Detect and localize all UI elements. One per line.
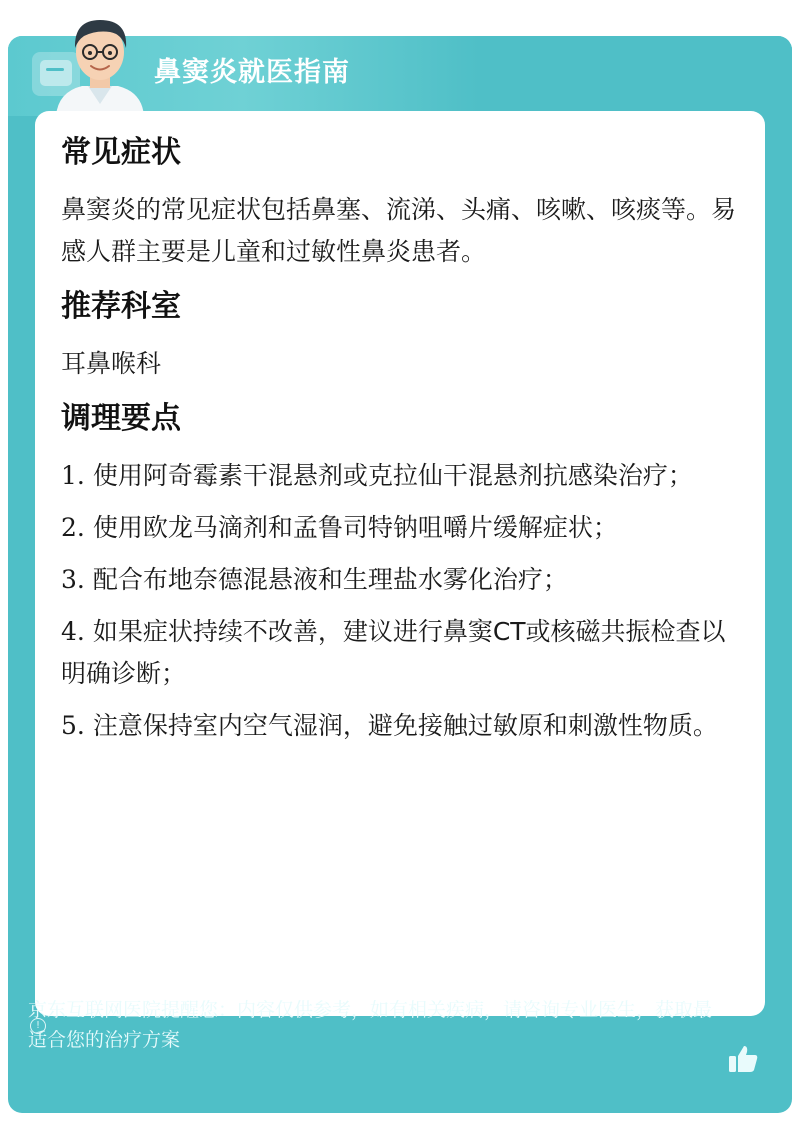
care-list	[61, 455, 741, 747]
list-item: 2. 使用欧龙马滴剂和孟鲁司特钠咀嚼片缓解症状；	[61, 513, 618, 542]
list-item: 3. 配合布地奈德混悬液和生理盐水雾化治疗；	[61, 565, 568, 594]
section-heading-department: 推荐科室	[61, 289, 181, 324]
content-card	[35, 111, 765, 1016]
info-icon: !	[30, 1018, 46, 1034]
list-item: 1. 使用阿奇霉素干混悬剂或克拉仙干混悬剂抗感染治疗；	[61, 461, 693, 490]
section-heading-symptoms: 常见症状	[61, 135, 181, 170]
section-department	[61, 285, 741, 385]
list-item: 4. 如果症状持续不改善，建议进行鼻窦CT或核磁共振检查以明确诊断；	[61, 617, 726, 688]
page-title: 鼻窦炎就医指南	[154, 57, 350, 88]
section-symptoms	[61, 131, 741, 273]
thumbs-up-icon[interactable]	[726, 1042, 760, 1076]
footer-notice: 京东互联网医院提醒您：内容仅供参考，如有相关疾病，请咨询专业医生，获取最适合您的治疗方案	[28, 999, 713, 1051]
guide-frame	[8, 36, 792, 1113]
card-content	[61, 131, 741, 759]
symptoms-text: 鼻窦炎的常见症状包括鼻塞、流涕、头痛、咳嗽、咳痰等。易感人群主要是儿童和过敏性鼻炎患者。	[61, 195, 737, 266]
doctor-avatar	[48, 8, 152, 116]
department-text: 耳鼻喉科	[61, 349, 162, 378]
section-care	[61, 397, 741, 747]
list-item: 5. 注意保持室内空气湿润，避免接触过敏原和刺激性物质。	[61, 711, 718, 740]
section-heading-care: 调理要点	[61, 401, 181, 436]
